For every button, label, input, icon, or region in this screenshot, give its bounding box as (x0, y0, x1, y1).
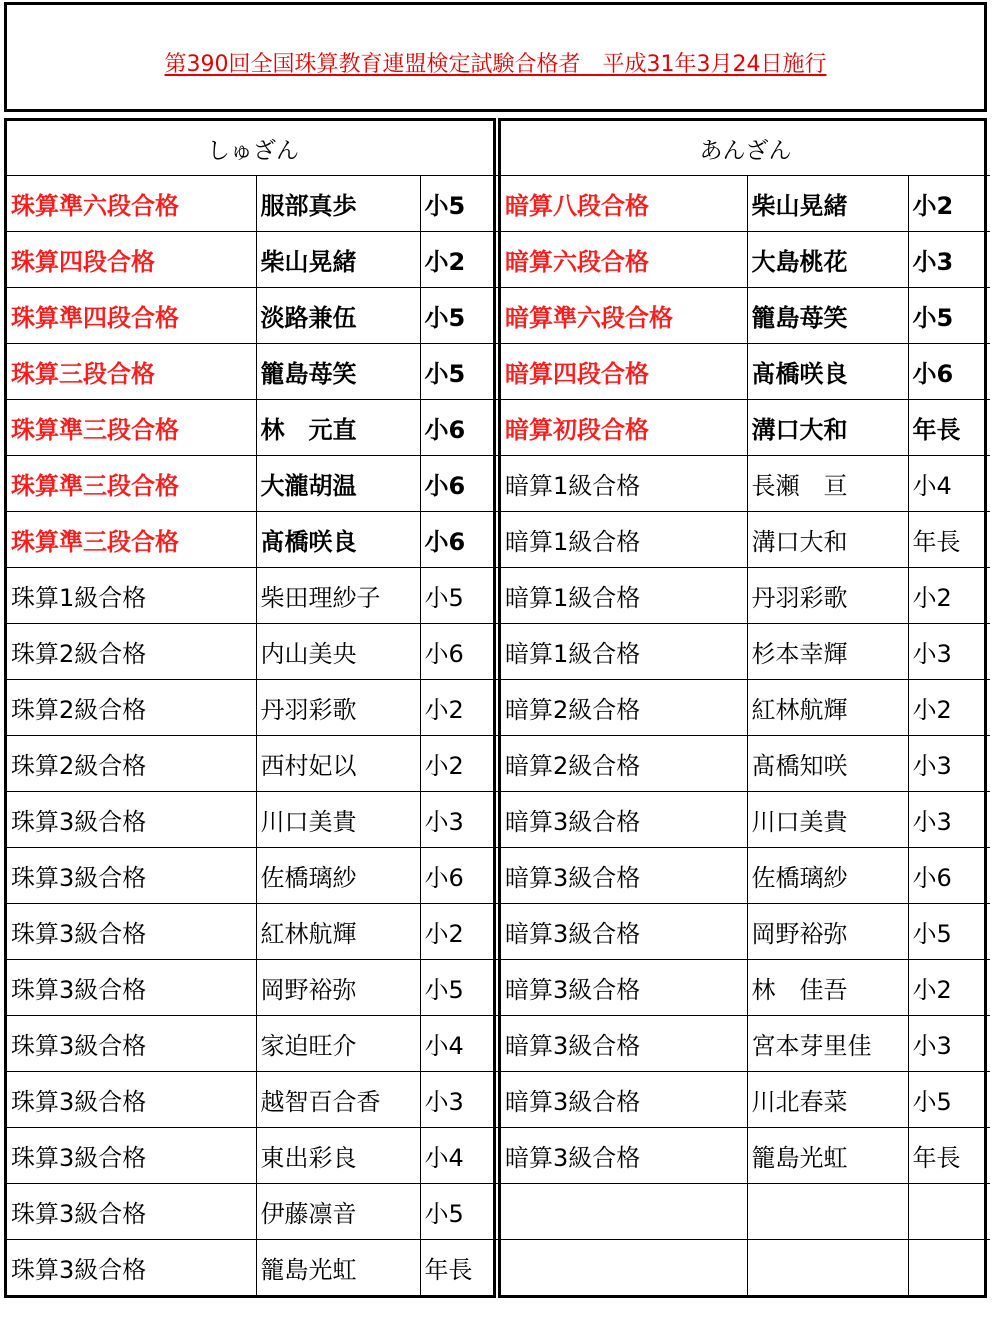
name-cell: 大島桃花 (747, 232, 908, 288)
exam-cell: 珠算四段合格 (7, 232, 256, 288)
exam-cell: 珠算三段合格 (7, 344, 256, 400)
exam-cell: 珠算1級合格 (7, 568, 256, 624)
table-row (501, 1016, 990, 1072)
name-cell: 髙橋知咲 (747, 736, 908, 792)
name-cell: 籠島光虹 (256, 1240, 420, 1296)
grade-cell: 小6 (908, 848, 990, 904)
name-cell: 服部真歩 (256, 176, 420, 232)
anzan-header: あんざん (501, 121, 990, 176)
grade-cell: 小2 (908, 960, 990, 1016)
grade-cell: 小6 (420, 456, 499, 512)
name-cell: 東出彩良 (256, 1128, 420, 1184)
exam-cell: 暗算3級合格 (501, 1016, 747, 1072)
grade-cell: 小5 (420, 960, 499, 1016)
grade-cell: 小5 (420, 176, 499, 232)
table-row (7, 512, 499, 568)
exam-cell: 暗算2級合格 (501, 680, 747, 736)
table-row (7, 400, 499, 456)
grade-cell: 小5 (420, 568, 499, 624)
exam-cell: 珠算準三段合格 (7, 400, 256, 456)
exam-cell: 暗算3級合格 (501, 848, 747, 904)
exam-cell: 珠算3級合格 (7, 848, 256, 904)
table-row (7, 344, 499, 400)
anzan-panel (498, 118, 987, 1298)
grade-cell: 小6 (420, 400, 499, 456)
table-row (7, 568, 499, 624)
grade-cell: 小3 (908, 624, 990, 680)
table-row (7, 232, 499, 288)
empty-cell (908, 1240, 990, 1296)
exam-cell: 暗算八段合格 (501, 176, 747, 232)
table-row (7, 1240, 499, 1296)
grade-cell: 小2 (908, 568, 990, 624)
grade-cell: 小5 (908, 288, 990, 344)
page-title: 第390回全国珠算教育連盟検定試験合格者 平成31年3月24日施行 (164, 52, 827, 77)
grade-cell: 小6 (420, 848, 499, 904)
name-cell: 内山美央 (256, 624, 420, 680)
name-cell: 溝口大和 (747, 400, 908, 456)
grade-cell: 小2 (420, 904, 499, 960)
name-cell: 宮本芽里佳 (747, 1016, 908, 1072)
table-row (501, 624, 990, 680)
table-row (501, 960, 990, 1016)
table-row (7, 960, 499, 1016)
exam-cell: 珠算3級合格 (7, 1072, 256, 1128)
name-cell: 西村妃以 (256, 736, 420, 792)
table-row (501, 1072, 990, 1128)
grade-cell: 小4 (420, 1016, 499, 1072)
grade-cell: 年長 (908, 512, 990, 568)
table-row (7, 1016, 499, 1072)
name-cell: 大瀧胡温 (256, 456, 420, 512)
name-cell: 丹羽彩歌 (747, 568, 908, 624)
exam-cell: 珠算2級合格 (7, 680, 256, 736)
table-row (501, 288, 990, 344)
table-row (7, 456, 499, 512)
exam-cell: 珠算2級合格 (7, 624, 256, 680)
shuzan-panel (4, 118, 496, 1298)
table-row (501, 848, 990, 904)
name-cell: 林 佳吾 (747, 960, 908, 1016)
table-row (501, 736, 990, 792)
exam-cell: 暗算3級合格 (501, 792, 747, 848)
exam-cell: 珠算3級合格 (7, 792, 256, 848)
table-row (7, 1072, 499, 1128)
grade-cell: 小4 (420, 1128, 499, 1184)
table-row (501, 792, 990, 848)
name-cell: 川口美貴 (256, 792, 420, 848)
grade-cell: 小4 (908, 456, 990, 512)
name-cell: 柴田理紗子 (256, 568, 420, 624)
table-row (501, 904, 990, 960)
exam-cell: 珠算3級合格 (7, 1240, 256, 1296)
exam-cell: 珠算3級合格 (7, 904, 256, 960)
exam-cell: 珠算準四段合格 (7, 288, 256, 344)
exam-cell: 暗算四段合格 (501, 344, 747, 400)
table-row (7, 848, 499, 904)
table-row (501, 568, 990, 624)
name-cell: 岡野裕弥 (747, 904, 908, 960)
exam-cell: 珠算2級合格 (7, 736, 256, 792)
exam-cell: 暗算3級合格 (501, 1072, 747, 1128)
exam-cell: 珠算3級合格 (7, 960, 256, 1016)
table-row (7, 904, 499, 960)
shuzan-table (7, 121, 499, 1295)
name-cell: 杉本幸輝 (747, 624, 908, 680)
table-row (7, 624, 499, 680)
empty-cell (747, 1240, 908, 1296)
name-cell: 柴山晃緒 (256, 232, 420, 288)
grade-cell: 小6 (420, 512, 499, 568)
name-cell: 籠島苺笑 (256, 344, 420, 400)
grade-cell: 小3 (908, 1016, 990, 1072)
exam-cell: 珠算3級合格 (7, 1016, 256, 1072)
grade-cell: 小2 (420, 232, 499, 288)
empty-cell (747, 1184, 908, 1240)
grade-cell: 小6 (420, 624, 499, 680)
name-cell: 川口美貴 (747, 792, 908, 848)
table-row (501, 176, 990, 232)
name-cell: 淡路兼伍 (256, 288, 420, 344)
table-row (7, 176, 499, 232)
table-row (7, 736, 499, 792)
anzan-table (501, 121, 990, 1295)
grade-cell: 小3 (908, 736, 990, 792)
exam-cell: 珠算準六段合格 (7, 176, 256, 232)
name-cell: 長瀬 亘 (747, 456, 908, 512)
exam-cell: 珠算準三段合格 (7, 456, 256, 512)
table-row (501, 680, 990, 736)
name-cell: 佐橋璃紗 (256, 848, 420, 904)
name-cell: 岡野裕弥 (256, 960, 420, 1016)
empty-row (501, 1184, 990, 1240)
exam-cell: 珠算3級合格 (7, 1128, 256, 1184)
name-cell: 柴山晃緒 (747, 176, 908, 232)
table-row (7, 1184, 499, 1240)
name-cell: 紅林航輝 (256, 904, 420, 960)
table-row (7, 792, 499, 848)
exam-cell: 暗算初段合格 (501, 400, 747, 456)
empty-row (501, 1240, 990, 1296)
exam-cell: 暗算1級合格 (501, 456, 747, 512)
grade-cell: 年長 (420, 1240, 499, 1296)
name-cell: 髙橋咲良 (256, 512, 420, 568)
title-box (4, 2, 987, 112)
grade-cell: 小5 (908, 1072, 990, 1128)
table-row (501, 232, 990, 288)
name-cell: 家迫旺介 (256, 1016, 420, 1072)
grade-cell: 小2 (420, 680, 499, 736)
exam-cell: 暗算1級合格 (501, 624, 747, 680)
empty-cell (908, 1184, 990, 1240)
table-row (501, 1128, 990, 1184)
name-cell: 紅林航輝 (747, 680, 908, 736)
grade-cell: 小5 (420, 344, 499, 400)
table-row (501, 344, 990, 400)
grade-cell: 小5 (420, 1184, 499, 1240)
table-row (501, 456, 990, 512)
name-cell: 佐橋璃紗 (747, 848, 908, 904)
empty-cell (501, 1184, 747, 1240)
exam-cell: 珠算準三段合格 (7, 512, 256, 568)
exam-cell: 暗算準六段合格 (501, 288, 747, 344)
table-row (7, 288, 499, 344)
name-cell: 髙橋咲良 (747, 344, 908, 400)
table-row (501, 512, 990, 568)
name-cell: 籠島光虹 (747, 1128, 908, 1184)
exam-cell: 暗算1級合格 (501, 512, 747, 568)
name-cell: 伊藤凛音 (256, 1184, 420, 1240)
table-row (501, 400, 990, 456)
grade-cell: 小5 (420, 288, 499, 344)
empty-cell (501, 1240, 747, 1296)
grade-cell: 小3 (420, 792, 499, 848)
grade-cell: 年長 (908, 400, 990, 456)
grade-cell: 小3 (908, 792, 990, 848)
name-cell: 籠島苺笑 (747, 288, 908, 344)
name-cell: 川北春菜 (747, 1072, 908, 1128)
exam-cell: 暗算3級合格 (501, 960, 747, 1016)
table-row (7, 680, 499, 736)
grade-cell: 小2 (908, 176, 990, 232)
grade-cell: 年長 (908, 1128, 990, 1184)
shuzan-header: しゅざん (7, 121, 499, 176)
exam-cell: 暗算2級合格 (501, 736, 747, 792)
table-row (7, 1128, 499, 1184)
grade-cell: 小3 (420, 1072, 499, 1128)
name-cell: 越智百合香 (256, 1072, 420, 1128)
grade-cell: 小2 (908, 680, 990, 736)
anzan-header-row (501, 121, 990, 176)
name-cell: 丹羽彩歌 (256, 680, 420, 736)
exam-cell: 暗算3級合格 (501, 904, 747, 960)
shuzan-header-row (7, 121, 499, 176)
exam-cell: 暗算1級合格 (501, 568, 747, 624)
name-cell: 溝口大和 (747, 512, 908, 568)
grade-cell: 小3 (908, 232, 990, 288)
grade-cell: 小6 (908, 344, 990, 400)
name-cell: 林 元直 (256, 400, 420, 456)
exam-cell: 珠算3級合格 (7, 1184, 256, 1240)
grade-cell: 小5 (908, 904, 990, 960)
exam-cell: 暗算六段合格 (501, 232, 747, 288)
grade-cell: 小2 (420, 736, 499, 792)
exam-cell: 暗算3級合格 (501, 1128, 747, 1184)
